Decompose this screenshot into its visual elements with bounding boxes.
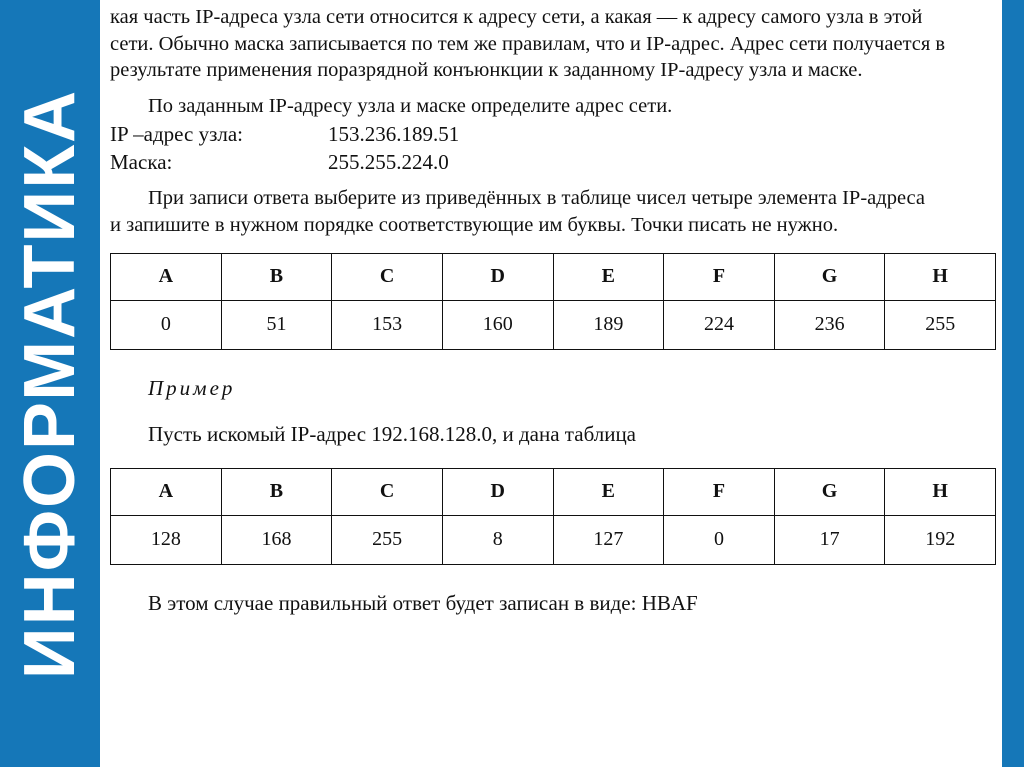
- table-example-options: [110, 468, 996, 565]
- field-mask-value: 255.255.224.0: [328, 149, 449, 174]
- table-cell: 192: [885, 515, 996, 564]
- table-cell: 224: [664, 300, 775, 349]
- table-cell: 0: [111, 300, 222, 349]
- table-cell: 236: [774, 300, 885, 349]
- table-cell: 255: [332, 515, 443, 564]
- sidebar-title: ИНФОРМАТИКА: [10, 88, 90, 679]
- document-content: [110, 4, 1000, 637]
- intro-line-3: результате применения поразрядной конъюнкции к заданному IP-адресу узла и маске.: [110, 59, 863, 82]
- spacer: [110, 84, 1000, 93]
- table-header-cell: G: [774, 468, 885, 515]
- table-row: [111, 300, 996, 349]
- intro-line-1: кая часть IP-адреса узла сети относится к адресу сети, а какая — к адресу самого узла в этой: [110, 6, 923, 28]
- table-header-cell: A: [111, 253, 222, 300]
- table-header-cell: A: [111, 468, 222, 515]
- example-title: Пример: [148, 375, 236, 400]
- table-answer-options: [110, 253, 996, 350]
- table-header-cell: G: [774, 253, 885, 300]
- field-mask: [110, 148, 1000, 176]
- right-accent-strip: [1002, 0, 1024, 767]
- table-header-cell: C: [332, 468, 443, 515]
- table-header-cell: D: [442, 253, 553, 300]
- table-row: [111, 468, 996, 515]
- table-header-cell: H: [885, 253, 996, 300]
- table-header-cell: B: [221, 468, 332, 515]
- intro-line-2: сети. Обычно маска записывается по тем же правилам, что и IP-адрес. Адрес сети получается в: [110, 32, 946, 55]
- table-row: [111, 515, 996, 564]
- table-header-cell: E: [553, 468, 664, 515]
- table-cell: 51: [221, 300, 332, 349]
- table-header-cell: H: [885, 468, 996, 515]
- field-ip-address-value: 153.236.189.51: [328, 121, 460, 146]
- table-cell: 255: [885, 300, 996, 349]
- table-header-cell: E: [553, 253, 664, 300]
- instruction-line-2: и запишите в нужном порядке соответствующие им буквы. Точки писать не нужно.: [110, 213, 839, 236]
- table-header-cell: D: [442, 468, 553, 515]
- field-mask-label: Маска:: [110, 149, 173, 174]
- field-ip-address: [110, 120, 1000, 148]
- sidebar-banner: [0, 0, 100, 767]
- table-cell: 168: [221, 515, 332, 564]
- table-cell: 17: [774, 515, 885, 564]
- field-ip-address-label: IP –адрес узла:: [110, 121, 243, 146]
- table-cell: 0: [664, 515, 775, 564]
- table-cell: 128: [111, 515, 222, 564]
- scanned-page: [100, 0, 1002, 767]
- table-header-cell: B: [221, 253, 332, 300]
- table-header-cell: F: [664, 253, 775, 300]
- task-line: По заданным IP-адресу узла и маске определите адрес сети.: [148, 94, 673, 117]
- answer-line: В этом случае правильный ответ будет записан в виде: HBAF: [148, 590, 698, 615]
- table-cell: 189: [553, 300, 664, 349]
- table-cell: 160: [442, 300, 553, 349]
- example-line: Пусть искомый IP-адрес 192.168.128.0, и дана таблица: [148, 421, 637, 446]
- table-header-cell: C: [332, 253, 443, 300]
- table-cell: 8: [442, 515, 553, 564]
- table-header-cell: F: [664, 468, 775, 515]
- table-cell: 127: [553, 515, 664, 564]
- table-cell: 153: [332, 300, 443, 349]
- spacer: [110, 176, 1000, 185]
- instruction-line-1: При записи ответа выберите из приведённых в таблице чисел четыре элемента IP-адреса: [148, 187, 925, 210]
- table-row: [111, 253, 996, 300]
